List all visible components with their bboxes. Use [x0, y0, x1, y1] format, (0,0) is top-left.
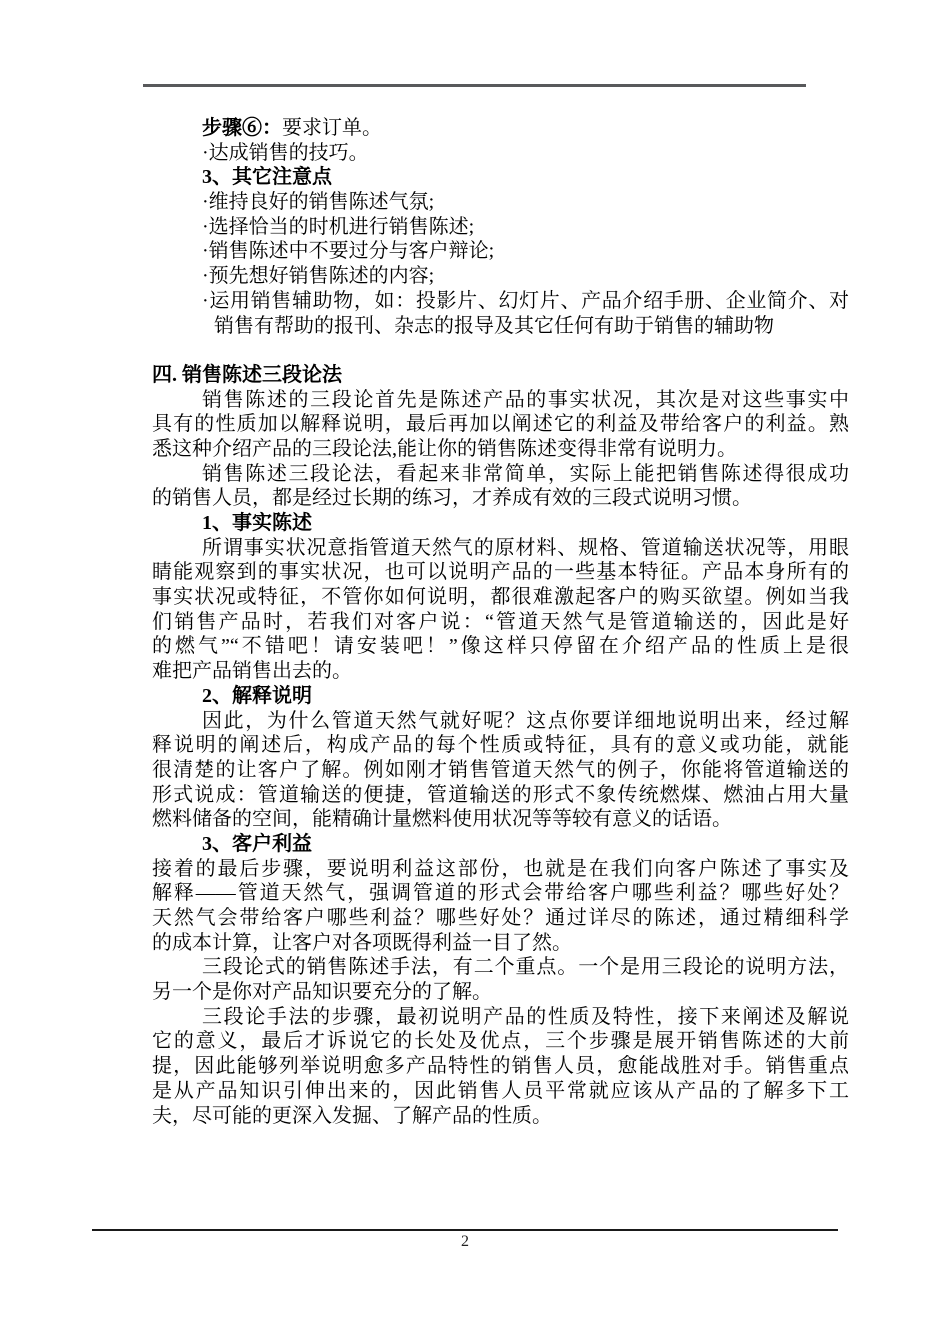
document-body	[152, 116, 849, 1128]
text-line	[152, 955, 849, 980]
bold-text: 步骤⑥：	[202, 117, 282, 139]
line-text: 它的意义，最后才诉说它的长处及优点，三个步骤是展开销售陈述的大前	[152, 1030, 849, 1053]
bold-text: 1、事实陈述	[202, 512, 312, 534]
line-text: 形式说成：管道输送的便捷，管道输送的形式不象传统燃煤、燃油占用大量	[152, 783, 849, 806]
bold-text: 四. 销售陈述三段论法	[152, 363, 342, 386]
line-text: ·运用销售辅助物，如：投影片、幻灯片、产品介绍手册、企业简介、对	[202, 289, 849, 312]
text-line	[152, 783, 849, 808]
text-line	[152, 659, 849, 684]
text-line	[152, 289, 849, 314]
text-line	[152, 906, 849, 931]
text-line	[152, 560, 849, 585]
line-text: 销售有帮助的报刊、杂志的报导及其它任何有助于销售的辅助物	[214, 314, 774, 337]
text-line	[152, 857, 849, 882]
line-text: 具有的性质加以解释说明，最后再加以阐述它的利益及带给客户的利益。熟	[152, 413, 849, 436]
text-line	[152, 141, 849, 166]
line-text: 悉这种介绍产品的三段论法,能让你的销售陈述变得非常有说明力。	[152, 437, 737, 460]
text-line	[152, 807, 849, 832]
text-line	[152, 634, 849, 659]
line-text: 销售陈述的三段论首先是陈述产品的事实状况，其次是对这些事实中	[202, 388, 849, 411]
bold-text: 3、客户利益	[202, 832, 312, 855]
line-text: 因此，为什么管道天然气就好呢？这点你要详细地说明出来，经过解	[202, 709, 849, 732]
line-text: 们销售产品时，若我们对客户说：“管道天然气是管道输送的，因此是好	[152, 610, 849, 633]
text-line	[152, 462, 849, 487]
bold-text: 3、其它注意点	[202, 166, 332, 189]
text-line	[152, 1079, 849, 1104]
line-text: 三段论手法的步骤，最初说明产品的性质及特性，接下来阐述及解说	[202, 1005, 849, 1028]
text-line	[152, 1005, 849, 1030]
text-line	[152, 437, 849, 462]
line-text: 解释——管道天然气，强调管道的形式会带给客户哪些利益？哪些好处？	[152, 882, 849, 905]
line-text: 的销售人员，都是经过长期的练习，才养成有效的三段式说明习惯。	[152, 487, 752, 510]
heading-line	[152, 511, 849, 536]
line-text: ·达成销售的技巧。	[202, 141, 369, 164]
line-text: 另一个是你对产品知识要充分的了解。	[152, 981, 492, 1004]
text-line	[152, 610, 849, 635]
line-text: 的燃气”“不错吧！请安装吧！”像这样只停留在介绍产品的性质上是很	[152, 635, 849, 658]
line-text: 所谓事实状况意指管道天然气的原材料、规格、管道输送状况等，用眼	[202, 536, 849, 559]
line-text: 夫，尽可能的更深入发掘、了解产品的性质。	[152, 1104, 552, 1127]
text-line	[152, 1054, 849, 1079]
text-line	[152, 116, 849, 141]
text-line	[152, 486, 849, 511]
heading-line	[152, 165, 849, 190]
line-text: ·选择恰当的时机进行销售陈述;	[202, 215, 475, 238]
text-line	[152, 585, 849, 610]
text-line	[152, 733, 849, 758]
text-line	[152, 1104, 849, 1129]
line-text: 要求订单。	[282, 117, 382, 139]
text-line	[152, 264, 849, 289]
line-text: 天然气会带给客户哪些利益？哪些好处？通过详尽的陈述，通过精细科学	[152, 907, 849, 929]
line-text: 难把产品销售出去的。	[152, 660, 352, 683]
line-text: ·销售陈述中不要过分与客户辩论;	[202, 240, 495, 263]
text-line	[152, 412, 849, 437]
footer-rule	[92, 1229, 838, 1231]
heading-line	[152, 832, 849, 857]
blank-line	[152, 338, 849, 363]
text-line	[152, 881, 849, 906]
line-text: 事实状况或特征，不管你如何说明，都很难激起客户的购买欲望。例如当我	[152, 586, 849, 609]
text-line	[152, 314, 849, 339]
line-text: 是从产品知识引伸出来的，因此销售人员平常就应该从产品的了解多下工	[152, 1079, 849, 1102]
line-text: 很清楚的让客户了解。例如刚才销售管道天然气的例子，你能将管道输送的	[152, 758, 849, 781]
line-text: ·预先想好销售陈述的内容;	[202, 265, 435, 288]
heading-line	[152, 363, 849, 388]
line-text: 的成本计算，让客户对各项既得利益一目了然。	[152, 931, 572, 954]
line-text: 提，因此能够列举说明愈多产品特性的销售人员，愈能战胜对手。销售重点	[152, 1055, 849, 1078]
text-line	[152, 758, 849, 783]
line-text: 释说明的阐述后，构成产品的每个性质或特征，具有的意义或功能，就能	[152, 734, 849, 757]
page-number: 2	[461, 1233, 469, 1250]
text-line	[152, 536, 849, 561]
text-line	[152, 980, 849, 1005]
header-rule	[143, 84, 806, 87]
text-line	[152, 931, 849, 956]
heading-line	[152, 684, 849, 709]
line-text: 睛能观察到的事实状况，也可以说明产品的一些基本特征。产品本身所有的	[152, 561, 849, 584]
text-line	[152, 239, 849, 264]
line-text: 三段论式的销售陈述手法，有二个重点。一个是用三段论的说明方法，	[202, 956, 849, 979]
line-text: ·维持良好的销售陈述气氛;	[202, 191, 435, 214]
line-text: 接着的最后步骤，要说明利益这部份，也就是在我们向客户陈述了事实及	[152, 857, 849, 880]
text-line	[152, 215, 849, 240]
text-line	[152, 709, 849, 734]
text-line	[152, 388, 849, 413]
text-line	[152, 1029, 849, 1054]
line-text: 销售陈述三段论法，看起来非常简单，实际上能把销售陈述得很成功	[202, 462, 849, 485]
bold-text: 2、解释说明	[202, 684, 312, 707]
text-line	[152, 190, 849, 215]
line-text: 燃料储备的空间，能精确计量燃料使用状况等等较有意义的话语。	[152, 808, 732, 831]
